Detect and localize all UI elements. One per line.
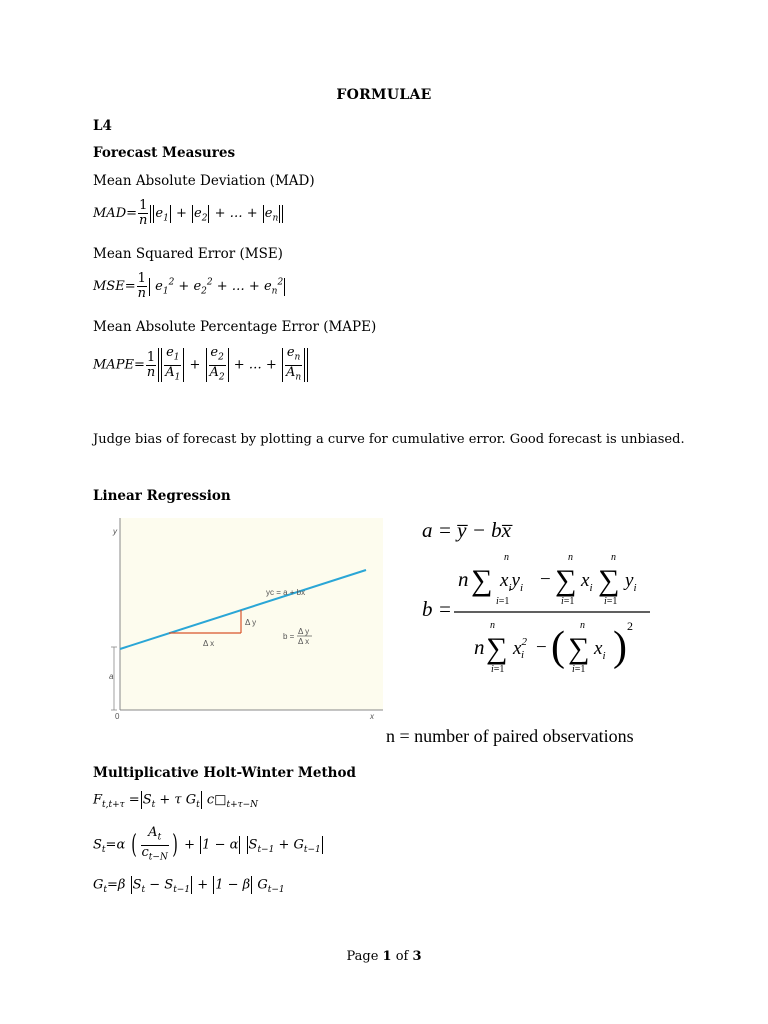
den-n: n [474, 635, 485, 659]
regression-diagram [93, 516, 393, 724]
slope-denominator: Δ x [298, 637, 310, 646]
num-y: $y_i$ [625, 570, 637, 594]
slope-numerator: Δ y [298, 627, 310, 636]
footer-total-pages: 3 [412, 949, 422, 964]
delta-x-label: Δ x [203, 639, 215, 648]
trend-formula: $G_t=\beta$ $S_t - S_{t-1} + 1 - \beta$ $G_{t-1}$ [93, 877, 285, 896]
mape-lhs: MAPE [93, 357, 134, 373]
intercept-label: a [109, 672, 114, 681]
sum4-top: n [490, 620, 495, 631]
b-formula [418, 552, 668, 682]
page-title: FORMULAE [336, 87, 432, 103]
sum3-top: n [611, 552, 616, 563]
delta-y-label: Δ y [245, 618, 257, 627]
page-footer [0, 949, 768, 964]
regression-line-label: yc = a + bx [266, 588, 306, 597]
den-left-paren: ( [551, 624, 565, 670]
sum1-sigma: ∑ [471, 564, 493, 597]
linear-regression-heading: Linear Regression [93, 488, 231, 504]
den-x2: $x^2$ i [513, 636, 527, 661]
den-x: $x_i$ [594, 638, 606, 662]
num-xy: $x_iy_i$ [500, 570, 523, 594]
slope-lhs: b = [283, 632, 295, 641]
num-n: n [458, 567, 469, 591]
diagram-background [120, 518, 383, 710]
bias-note: Judge bias of forecast by plotting a curve for cumulative error. Good forecast is unbiased. [93, 432, 685, 447]
y-axis-letter: y [113, 527, 117, 536]
sum1-top: n [504, 552, 509, 563]
sum2-top: n [568, 552, 573, 563]
origin-label: 0 [115, 712, 120, 721]
b-formula-lhs: b = [422, 597, 452, 621]
den-minus: − [536, 637, 547, 658]
sum4-bottom: i=1 [491, 664, 505, 675]
sum2-sigma: ∑ [555, 564, 577, 597]
mad-label: Mean Absolute Deviation (MAD) [93, 173, 315, 189]
mad-formula: MAD= $\frac{1}{n}$ $e_1 + e_2$ + … + $e_n$ [93, 199, 284, 228]
num-x: $x_i$ [581, 570, 593, 594]
footer-page-number: 1 [382, 949, 392, 964]
mse-lhs: MSE [93, 279, 125, 294]
forecast-formula: $F_{t,t+\tau} = S_t + \tau$ $G_t$ $c□_{t+\tau-N}$ [93, 792, 259, 811]
sum1-bottom: i=1 [496, 596, 510, 607]
x-axis-letter: x [370, 712, 374, 721]
num-minus: − [540, 569, 551, 590]
sum3-bottom: i=1 [604, 596, 618, 607]
mape-formula: MAPE= $\frac{1}{n}$ $\frac{e_1}{A_1}$ + $\frac{e_2}{A_2}$ + … + $\frac{e_n}{A_n}$ [93, 346, 309, 384]
lecture-heading: L4 [93, 118, 112, 134]
forecast-measures-heading: Forecast Measures [93, 145, 236, 161]
mad-lhs: MAD [93, 206, 127, 221]
a-formula: a = y̅ − bx̅ [422, 518, 511, 542]
sum5-sigma: ∑ [568, 632, 590, 665]
n-definition: n = number of paired observations [386, 726, 634, 746]
footer-of-word: of [395, 949, 409, 964]
sum5-bottom: i=1 [572, 664, 586, 675]
mape-label: Mean Absolute Percentage Error (MAPE) [93, 319, 377, 335]
den-square: 2 [627, 619, 633, 633]
mse-label: Mean Squared Error (MSE) [93, 246, 283, 262]
sum3-sigma: ∑ [598, 564, 620, 597]
sum4-sigma: ∑ [486, 632, 508, 665]
holt-winter-heading: Multiplicative Holt-Winter Method [93, 765, 356, 781]
sum2-bottom: i=1 [561, 596, 575, 607]
level-formula: $S_t=\alpha$ ( $\frac{A_t}{c_{t-N}}$ ) + 1 − α $S_{t-1} + G_{t-1}$ [93, 825, 321, 863]
mse-formula: MSE= $\frac{1}{n}$ $e_1^2 + e_2^2$ + … + $e_n^2$ [93, 271, 284, 301]
sum5-top: n [580, 620, 585, 631]
footer-page-word: Page [346, 949, 379, 964]
den-right-paren: ) [613, 624, 627, 670]
